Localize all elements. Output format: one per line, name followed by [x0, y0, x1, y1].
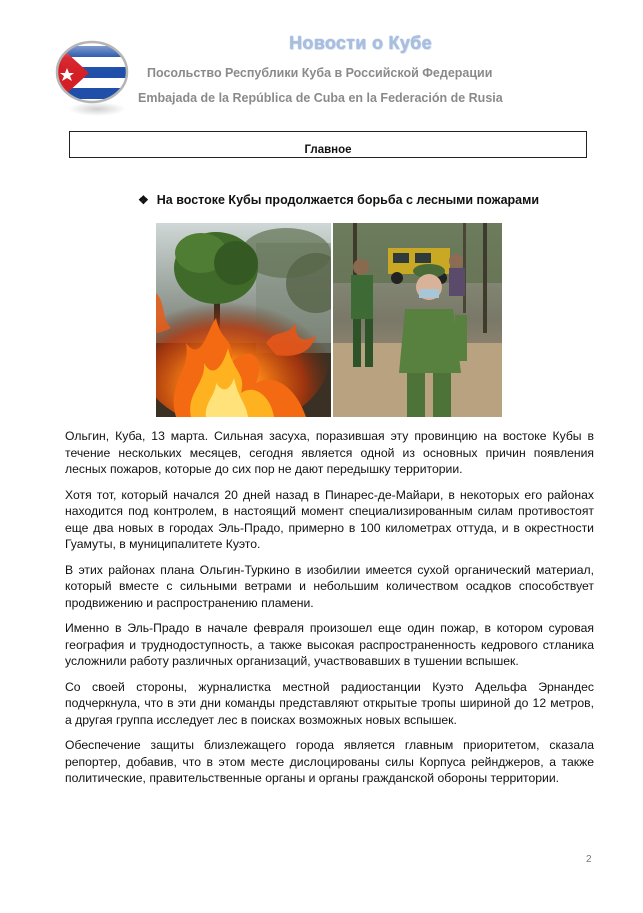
article-headline-text: На востоке Кубы продолжается борьба с лесными пожарами [156, 193, 540, 207]
officials-at-fire-site-photo [333, 223, 502, 417]
page-number: 2 [586, 854, 592, 865]
article-paragraph: Именно в Эль-Прадо в начале февраля произошел еще один пожар, в котором суровая география и труднодоступность, а также высокая распространенность кедрового стланика усложнили работу различных организаций, участвовавших в тушении вспышек. [65, 621, 594, 668]
section-label: Главное [304, 144, 352, 156]
embassy-name-es: Embajada de la República de Cuba en la Federación de Rusia [138, 91, 503, 105]
embassy-name-ru: Посольство Республики Куба в Российской Федерации [147, 66, 493, 80]
forest-fire-photo [156, 223, 331, 417]
article-headline [138, 193, 539, 207]
section-header-box [69, 131, 587, 158]
diamond-bullet-icon: ❖ [138, 193, 149, 207]
article-paragraph: Ольгин, Куба, 13 марта. Сильная засуха, поразившая эту провинцию на востоке Кубы в течение нескольких месяцев, сегодня является одной из основных причин появления лесных пожаров, которые до сих пор не дают передышку территории. [65, 429, 594, 476]
article-paragraph: Со своей стороны, журналистка местной радиостанции Куэто Адельфа Эрнандес подчеркнула, что в эти дни команды представляют открытые тропы шириной до 12 метров, а другая группа исследует лес в поисках возможных новых вспышек. [65, 679, 594, 727]
article-paragraph: Хотя тот, который начался 20 дней назад в Пинарес-де-Майари, в некоторых его районах находится под контролем, в настоящий момент специализированным силам противостоят еще два новых в городах Эль-Прадо, примерно в 100 километрах оттуда, и в окрестности Гуамуты, в муниципалитете Куэто. [65, 487, 594, 551]
logo-shadow [68, 102, 126, 116]
newsletter-title: Новости о Кубе [289, 33, 432, 53]
article-paragraph: Обеспечение защиты близлежащего города является главным приоритетом, сказала репортер, добавив, что в этом месте дислоцированы силы Корпуса рейнджеров, а также политические, правительственные органы и органы гражданской обороны территории. [65, 738, 594, 785]
article-body [65, 428, 594, 796]
article-paragraph: В этих районах плана Ольгин-Туркино в изобилии имеется сухой органический материал, который вместе с сильными ветрами и небольшим количеством осадков способствует продвижению и распространению пламени. [65, 562, 594, 610]
